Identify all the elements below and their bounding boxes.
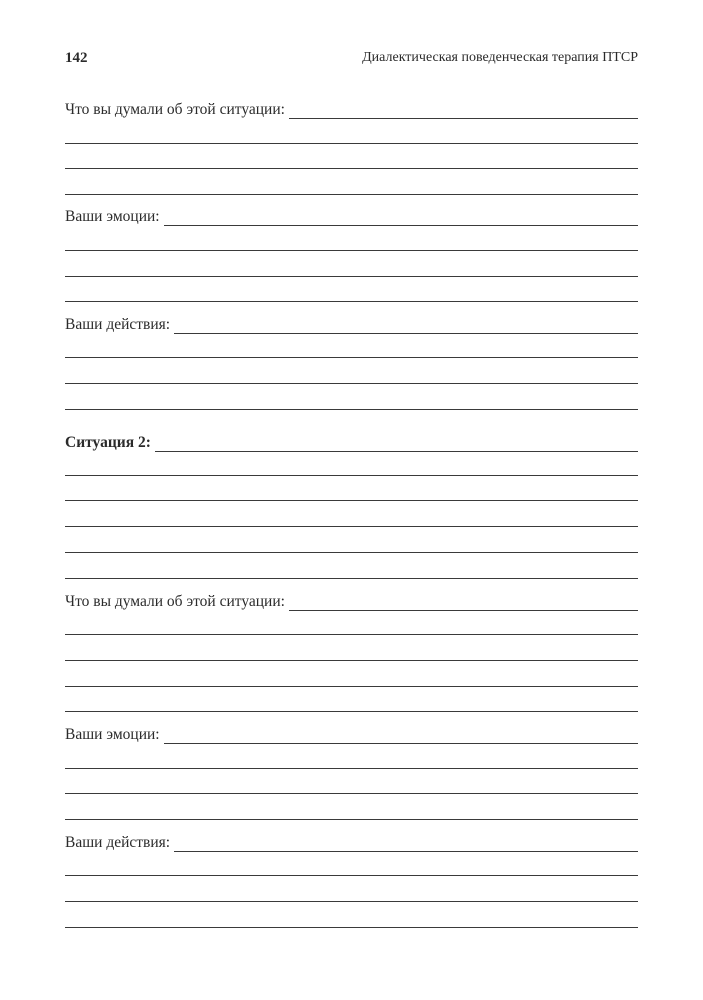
thoughts-2-label: Что вы думали об этой ситуации:	[65, 593, 285, 610]
writing-line[interactable]	[65, 194, 638, 195]
thoughts-1-label: Что вы думали об этой ситуации:	[65, 101, 285, 118]
writing-line[interactable]	[65, 686, 638, 687]
page-header	[65, 50, 638, 70]
writing-line[interactable]	[65, 143, 638, 144]
writing-line[interactable]	[65, 927, 638, 928]
writing-line[interactable]	[65, 250, 638, 251]
actions-1-input-line[interactable]	[174, 315, 638, 334]
page-number: 142	[65, 50, 88, 66]
writing-line[interactable]	[65, 383, 638, 384]
actions-2-field[interactable]	[65, 833, 638, 852]
writing-line[interactable]	[65, 475, 638, 476]
actions-1-label: Ваши действия:	[65, 316, 171, 333]
situation-2-label: Ситуация 2:	[65, 434, 151, 451]
emotions-2-field[interactable]	[65, 725, 638, 744]
emotions-1-input-line[interactable]	[164, 207, 638, 226]
writing-line[interactable]	[65, 793, 638, 794]
thoughts-1-field[interactable]	[65, 100, 638, 119]
writing-line[interactable]	[65, 552, 638, 553]
actions-1-field[interactable]	[65, 315, 638, 334]
emotions-1-field[interactable]	[65, 207, 638, 226]
writing-line[interactable]	[65, 711, 638, 712]
situation-2-input-line[interactable]	[155, 433, 638, 452]
emotions-2-label: Ваши эмоции:	[65, 726, 160, 743]
writing-line[interactable]	[65, 276, 638, 277]
writing-line[interactable]	[65, 875, 638, 876]
emotions-1-label: Ваши эмоции:	[65, 208, 160, 225]
writing-line[interactable]	[65, 168, 638, 169]
running-title: Диалектическая поведенческая терапия ПТСР	[362, 50, 638, 65]
writing-line[interactable]	[65, 301, 638, 302]
actions-2-input-line[interactable]	[174, 833, 638, 852]
writing-line[interactable]	[65, 409, 638, 410]
actions-2-label: Ваши действия:	[65, 834, 171, 851]
writing-line[interactable]	[65, 357, 638, 358]
thoughts-2-field[interactable]	[65, 592, 638, 611]
emotions-2-input-line[interactable]	[164, 725, 638, 744]
thoughts-1-input-line[interactable]	[289, 100, 638, 119]
thoughts-2-input-line[interactable]	[289, 592, 638, 611]
writing-line[interactable]	[65, 634, 638, 635]
writing-line[interactable]	[65, 768, 638, 769]
writing-line[interactable]	[65, 819, 638, 820]
situation-2-field[interactable]	[65, 433, 638, 452]
writing-line[interactable]	[65, 578, 638, 579]
writing-line[interactable]	[65, 901, 638, 902]
writing-line[interactable]	[65, 660, 638, 661]
writing-line[interactable]	[65, 526, 638, 527]
writing-line[interactable]	[65, 500, 638, 501]
